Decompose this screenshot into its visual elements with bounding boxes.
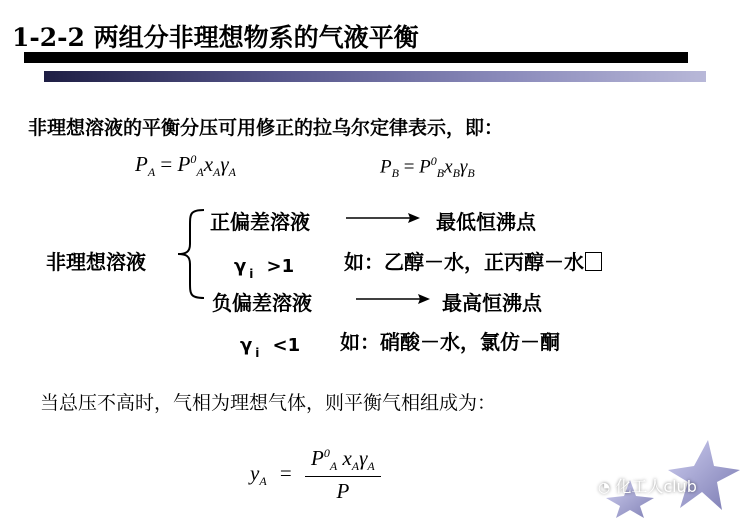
- watermark: ◔ 化工人club: [598, 477, 697, 496]
- arrow-right-icon: [346, 210, 422, 226]
- max-azeotrope-label: 最高恒沸点: [442, 291, 542, 315]
- fraction: $\frac{P^0_A x_A\gamma_A}{P}$: [305, 446, 381, 504]
- title-gradient-bar: [44, 71, 706, 82]
- equation-pa: $P_A = P^0_Ax_A\gamma_A$: [135, 152, 236, 180]
- positive-example: 如：乙醇－水，正丙醇－水: [344, 246, 602, 275]
- negative-example: 如：硝酸－水，氯仿－酮: [340, 330, 560, 354]
- negative-deviation-label: 负偏差溶液: [212, 291, 312, 315]
- intro-text: 非理想溶液的平衡分压可用修正的拉乌尔定律表示，即：: [28, 117, 504, 139]
- conclusion-text: 当总压不高时，气相为理想气体，则平衡气相组成为：: [40, 392, 497, 414]
- title-underline-bar: [24, 52, 688, 63]
- gamma-negative-condition: γ $_i$ <1: [240, 335, 301, 360]
- page-title: 1-2-2 两组分非理想物系的气液平衡: [12, 23, 419, 52]
- gamma-positive-condition: γ $_i$ >1: [234, 256, 295, 281]
- positive-deviation-label: 正偏差溶液: [210, 210, 310, 234]
- min-azeotrope-label: 最低恒沸点: [436, 210, 536, 234]
- equation-pb: $P_B = P^0_Bx_B\gamma_B$: [380, 154, 475, 181]
- placeholder-box-icon: [585, 252, 602, 271]
- curly-brace: [170, 208, 210, 300]
- arrow-right-icon: [356, 291, 432, 307]
- chat-bubble-icon: ◔: [598, 480, 611, 496]
- nonideal-solution-label: 非理想溶液: [46, 250, 146, 274]
- equation-ya: $y_A$ = $\frac{P^0_A x_A\gamma_A}{P}$: [250, 446, 381, 504]
